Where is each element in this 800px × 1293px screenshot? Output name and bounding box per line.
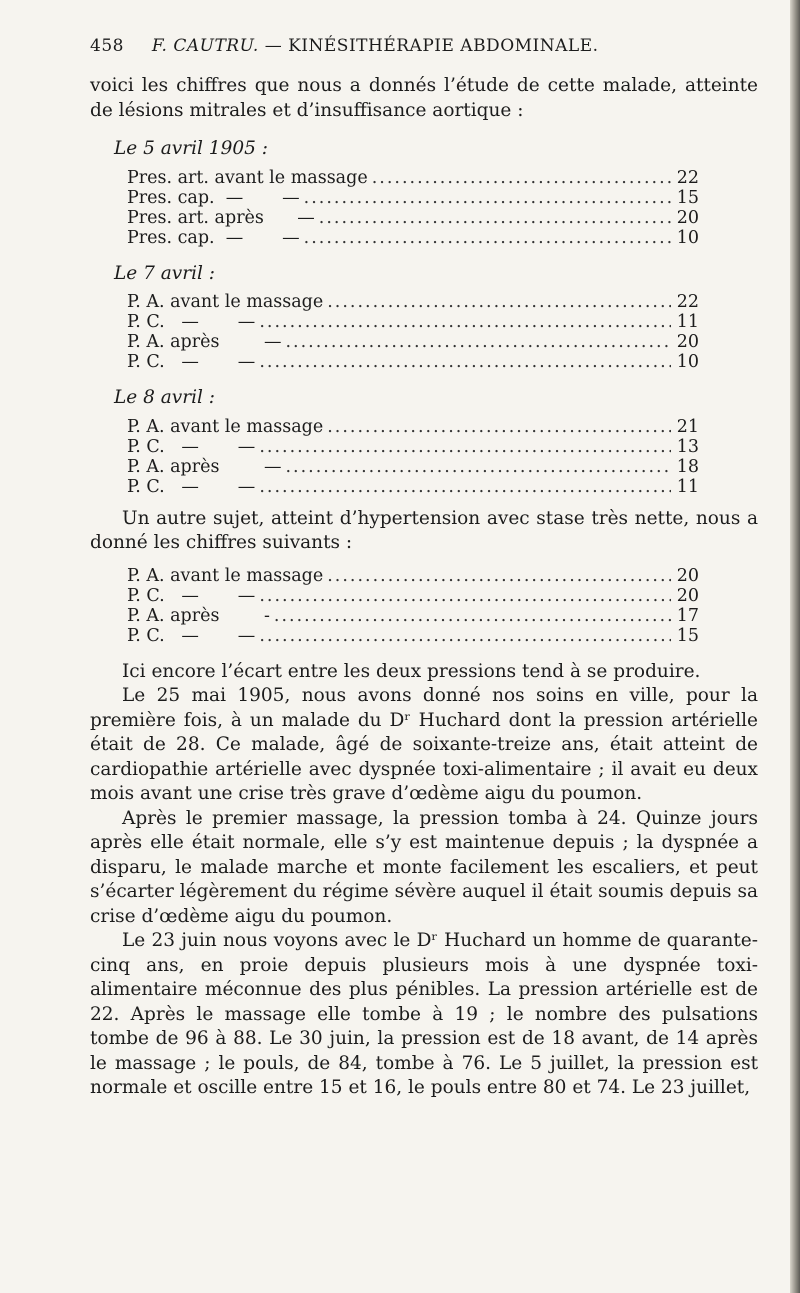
row-label: P. C. — —	[127, 436, 256, 457]
measurement-row	[127, 477, 699, 497]
row-label: P. C. — —	[127, 476, 256, 497]
row-value: 20	[676, 332, 699, 352]
measurement-row	[127, 566, 699, 586]
section-date: Le 8 avril :	[114, 387, 216, 408]
running-header	[90, 36, 750, 56]
body-paragraph: Après le premier massage, la pression tomba à 24. Quinze jours après elle était normale, elle s’y est maintenue depuis ; la dyspnée a disparu, le malade marche et monte facilement les escaliers, et peut s’écarter légèrement du régime sévère auquel il était soumis depuis sa crise d’œdème aigu du poumon.	[90, 807, 758, 927]
measurement-row	[127, 352, 699, 372]
row-value: 18	[676, 456, 699, 477]
row-value: 22	[676, 167, 699, 188]
page-edge-shadow	[790, 0, 800, 1293]
header-author: F. CAUTRU.	[151, 36, 259, 56]
row-value: 20	[676, 207, 699, 228]
measurement-row	[127, 292, 699, 312]
row-label: P. A. après —	[127, 456, 282, 477]
header-separator: —	[264, 36, 283, 56]
header-title	[152, 36, 599, 56]
row-label: Pres. art. après —	[127, 207, 315, 228]
measurement-list	[127, 417, 699, 497]
measurement-row	[127, 188, 699, 208]
row-value: 21	[676, 416, 699, 437]
row-label: P. C. — —	[127, 585, 256, 606]
row-value: 22	[676, 292, 699, 312]
row-label: P. C. — —	[127, 312, 256, 332]
row-value: 20	[676, 565, 699, 586]
measurement-row	[127, 312, 699, 332]
measurement-list	[127, 292, 699, 372]
row-value: 11	[676, 476, 699, 497]
measurement-row	[127, 586, 699, 606]
body-paragraph: Le 23 juin nous voyons avec le Dʳ Huchard un homme de quarante-cinq ans, en proie depuis plusieurs mois à une dyspnée toxi-alimentaire méconnue des plus pénibles. La pression artérielle est de 22. Après le massage elle tombe à 19 ; le nombre des pulsations tombe de 96 à 88. Le 30 juin, la pression est de 18 avant, de 14 après le massage ; le pouls, de 84, tombe à 76. Le 5 juillet, la pression est normale et oscille entre 15 et 16, le pouls entre 80 et 74. Le 23 juillet,	[90, 930, 758, 1098]
row-value: 15	[676, 625, 699, 646]
measurement-list	[127, 168, 699, 248]
row-label: P. C. — —	[127, 352, 256, 372]
body-paragraph: Ici encore l’écart entre les deux pressions tend à se produire.	[122, 660, 701, 682]
row-label: P. A. après —	[127, 332, 282, 352]
measurement-row	[127, 168, 699, 188]
measurement-row	[127, 417, 699, 437]
row-value: 17	[676, 605, 699, 626]
intro-paragraph: voici les chiffres que nous a donnés l’étude de cette malade, atteinte de lésions mitrales et d’insuffisance aortique :	[90, 75, 758, 121]
row-value: 15	[676, 187, 699, 208]
row-label: Pres. cap. — —	[127, 227, 300, 248]
page-body	[90, 74, 758, 1101]
row-label: P. A. avant le massage	[127, 292, 324, 312]
row-value: 13	[676, 436, 699, 457]
header-book-title: KINÉSITHÉRAPIE ABDOMINALE.	[288, 36, 599, 56]
second-subject-paragraph: Un autre sujet, atteint d’hypertension avec stase très nette, nous a donné les chiffres suivants :	[90, 507, 758, 553]
measurement-row	[127, 208, 699, 228]
section-date: Le 7 avril :	[114, 262, 216, 284]
row-label: Pres. cap. — —	[127, 187, 300, 208]
row-value: 10	[676, 352, 699, 372]
measurement-row	[127, 626, 699, 646]
row-value: 11	[676, 312, 699, 332]
row-value: 20	[676, 585, 699, 606]
row-value: 10	[676, 227, 699, 248]
section-date: Le 5 avril 1905 :	[114, 138, 268, 159]
page-number: 458	[90, 36, 124, 56]
measurement-row	[127, 332, 699, 352]
row-label: P. A. après -	[127, 605, 270, 626]
row-label: P. C. — —	[127, 625, 256, 646]
measurement-list	[127, 566, 699, 646]
row-label: P. A. avant le massage	[127, 565, 324, 586]
body-paragraph: Le 25 mai 1905, nous avons donné nos soins en ville, pour la première fois, à un malade du Dʳ Huchard dont la pression artérielle était de 28. Ce malade, âgé de soixante-treize ans, était atteint de cardiopathie artérielle avec dyspnée toxi-alimentaire ; il avait eu deux mois avant une crise très grave d’œdème aigu du poumon.	[90, 685, 758, 804]
measurement-row	[127, 228, 699, 248]
measurement-row	[127, 437, 699, 457]
row-label: P. A. avant le massage	[127, 416, 324, 437]
row-label: Pres. art. avant le massage	[127, 167, 368, 188]
measurement-row	[127, 606, 699, 626]
measurement-row	[127, 457, 699, 477]
